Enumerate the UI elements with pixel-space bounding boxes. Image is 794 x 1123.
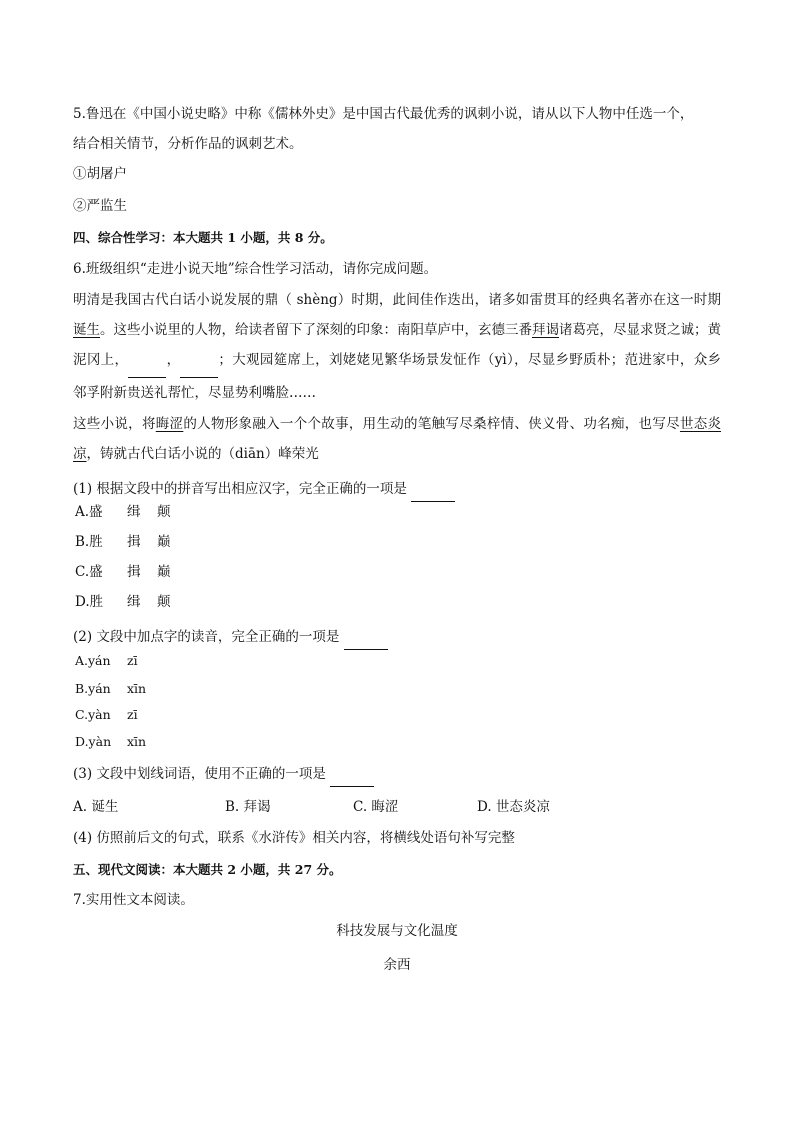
sub1-option-b — [75, 532, 171, 552]
underlined-word-shitaiyanliang: 世态炎凉 — [73, 416, 722, 462]
option-char: 颠 — [157, 594, 171, 610]
p1-text-a: 明清是我国古代白话小说发展的鼎（ shèng）时期，此间佳作迭出，诸多如雷贯耳的经典名著亦在这一时期 — [73, 292, 721, 308]
sub1-answer-blank[interactable] — [411, 481, 455, 502]
sub1-option-a — [75, 502, 171, 522]
p1-text-c: 诸葛亮，尽显求贤之诚；黄泥冈上， — [73, 322, 721, 368]
section4-heading: 四、综合性学习：本大题共 1 小题，共 8 分。 — [73, 230, 333, 245]
option-letter: B.胜 — [75, 534, 103, 550]
q5-line1: 5.鲁迅在《中国小说史略》中称《儒林外史》是中国古代最优秀的讽刺小说，请从以下人物中任选一个， — [73, 106, 694, 122]
sub4-question: (4) 仿照前后文的句式，联系《水浒传》相关内容，将横线处语句补写完整 — [73, 830, 515, 846]
q5-line2: 结合相关情节，分析作品的讽刺艺术。 — [73, 136, 303, 152]
option-char: 缉 — [127, 594, 141, 610]
option-letter: C.盛 — [75, 564, 103, 580]
option-pinyin: xīn — [127, 734, 147, 749]
sub3-option-c: C. 晦涩 — [353, 799, 399, 815]
sub2-answer-blank[interactable] — [344, 629, 388, 650]
sub2-option-b — [75, 679, 146, 699]
option-letter: B.yán — [75, 681, 111, 696]
option-char: 巅 — [157, 564, 171, 580]
option-char: 颠 — [157, 504, 171, 520]
sub2-question — [73, 627, 388, 650]
p1-separator: ， — [166, 352, 181, 368]
option-char: 巅 — [157, 534, 171, 550]
option-letter: D.胜 — [75, 594, 104, 610]
q5-item1: ①胡屠户 — [73, 166, 127, 182]
article-title: 科技发展与文化温度 — [336, 923, 458, 939]
sub3-option-d: D. 世态炎凉 — [477, 799, 550, 815]
option-pinyin: zī — [127, 707, 138, 722]
option-pinyin: zī — [127, 653, 138, 668]
sub3-answer-blank[interactable] — [330, 766, 374, 787]
sub3-options — [73, 797, 550, 817]
option-char: 缉 — [127, 504, 141, 520]
sub2-option-a — [75, 651, 138, 671]
sub1-question — [73, 479, 455, 502]
option-letter: A.yán — [75, 653, 111, 668]
sub3-question-text: (3) 文段中划线词语，使用不正确的一项是 — [73, 766, 331, 782]
p2-text-a: 这些小说，将 — [73, 416, 156, 432]
p1-text-b: 。这些小说里的人物，给读者留下了深刻的印象：南阳草庐中，玄德三番 — [100, 322, 532, 338]
section5-heading: 五、现代文阅读：本大题共 2 小题，共 27 分。 — [73, 862, 342, 877]
option-char: 揖 — [127, 564, 141, 580]
sub2-option-c — [75, 705, 138, 725]
underlined-word-baiye: 拜谒 — [532, 322, 559, 338]
option-letter: A.盛 — [75, 504, 103, 520]
answer-blank-1[interactable] — [128, 347, 166, 378]
article-author: 余西 — [383, 957, 411, 973]
q6-passage-p2 — [73, 409, 721, 469]
option-pinyin: xīn — [127, 681, 147, 696]
p2-text-b: 的人物形象融入一个个故事，用生动的笔触写尽桑梓情、侠义骨、功名痴，也写尽 — [183, 416, 680, 432]
q6-intro: 6.班级组织“走进小说天地”综合性学习活动，请你完成问题。 — [73, 261, 438, 277]
option-char: 揖 — [127, 534, 141, 550]
answer-blank-2[interactable] — [180, 347, 218, 378]
underlined-word-dansheng: 诞生 — [73, 322, 100, 338]
sub3-option-a: A. 诞生 — [73, 799, 119, 815]
option-letter: C.yàn — [75, 707, 111, 722]
sub3-option-b: B. 拜谒 — [225, 799, 271, 815]
q6-passage-p1 — [73, 285, 721, 408]
sub1-option-c — [75, 562, 171, 582]
sub3-question — [73, 764, 374, 787]
underlined-word-huise: 晦涩 — [155, 416, 184, 432]
p2-text-c: ，铸就古代白话小说的（diān）峰荣光 — [86, 446, 319, 462]
sub2-question-text: (2) 文段中加点字的读音，完全正确的一项是 — [73, 629, 344, 645]
q7-intro: 7.实用性文本阅读。 — [73, 892, 194, 908]
sub1-question-text: (1) 根据文段中的拼音写出相应汉字，完全正确的一项是 — [73, 481, 412, 497]
sub2-option-d — [75, 732, 146, 752]
option-letter: D.yàn — [75, 734, 112, 749]
q5-item2: ②严监生 — [73, 198, 127, 214]
sub1-option-d — [75, 592, 171, 612]
p1-text-d: ；大观园筵席上，刘姥姥见繁华场景发怔作（yì），尽显乡野质朴；范进家中，众乡邻孚附新贵送礼帮忙，尽显势利嘴脸…… — [73, 352, 722, 401]
